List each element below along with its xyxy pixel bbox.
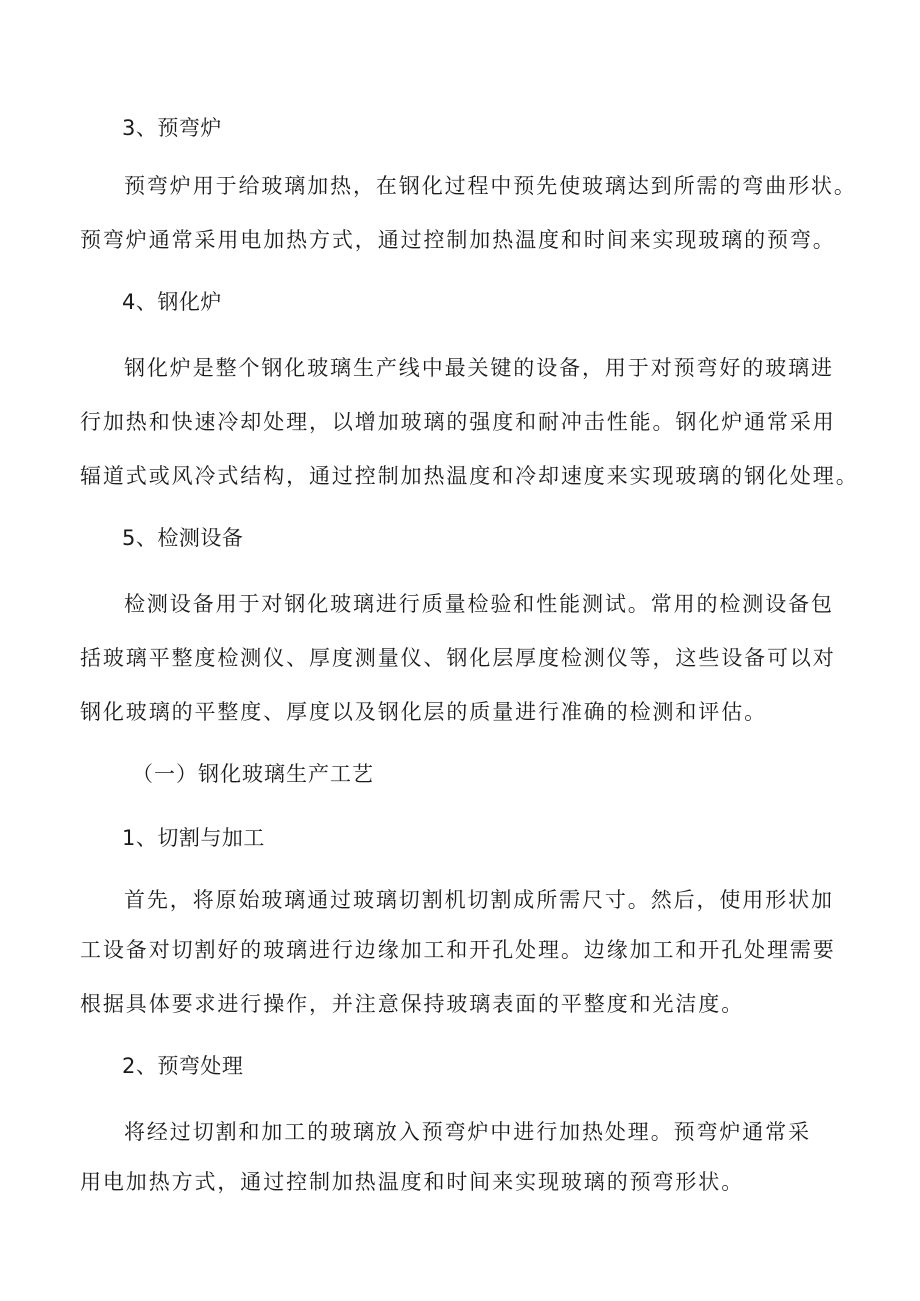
paragraph-line: 行加热和快速冷却处理，以增加玻璃的强度和耐冲击性能。钢化炉通常采用 <box>80 410 836 434</box>
paragraph-line: 用电加热方式，通过控制加热温度和时间来实现玻璃的预弯形状。 <box>80 1170 745 1194</box>
paragraph-line: 钢化炉是整个钢化玻璃生产线中最关键的设备，用于对预弯好的玻璃进 <box>124 356 834 380</box>
section-heading-prebend-treatment: 2、预弯处理 <box>122 1054 244 1078</box>
paragraph-line: 预弯炉用于给玻璃加热，在钢化过程中预先使玻璃达到所需的弯曲形状。 <box>124 174 857 198</box>
paragraph-line: 钢化玻璃的平整度、厚度以及钢化层的质量进行准确的检测和评估。 <box>80 700 767 724</box>
paragraph-line: 首先，将原始玻璃通过玻璃切割机切割成所需尺寸。然后，使用形状加 <box>124 888 834 912</box>
section-heading-inspection-equipment: 5、检测设备 <box>122 526 244 550</box>
paragraph-line: 工设备对切割好的玻璃进行边缘加工和开孔处理。边缘加工和开孔处理需要 <box>80 938 836 962</box>
paragraph-line: 将经过切割和加工的玻璃放入预弯炉中进行加热处理。预弯炉通常采 <box>124 1120 811 1144</box>
paragraph-line: 预弯炉通常采用电加热方式，通过控制加热温度和时间来实现玻璃的预弯。 <box>80 228 836 252</box>
paragraph-line: 检测设备用于对钢化玻璃进行质量检验和性能测试。常用的检测设备包 <box>124 592 834 616</box>
paragraph-line: 辐道式或风冷式结构，通过控制加热温度和冷却速度来实现玻璃的钢化处理。 <box>80 464 859 488</box>
section-heading-tempering-furnace: 4、钢化炉 <box>122 290 222 314</box>
paragraph-line: 根据具体要求进行操作，并注意保持玻璃表面的平整度和光洁度。 <box>80 992 745 1016</box>
subsection-title: （一）钢化玻璃生产工艺 <box>132 762 374 786</box>
section-heading-preheat-furnace: 3、预弯炉 <box>122 116 222 140</box>
section-heading-cutting-processing: 1、切割与加工 <box>122 826 265 850</box>
paragraph-line: 括玻璃平整度检测仪、厚度测量仪、钢化层厚度检测仪等，这些设备可以对 <box>80 646 836 670</box>
